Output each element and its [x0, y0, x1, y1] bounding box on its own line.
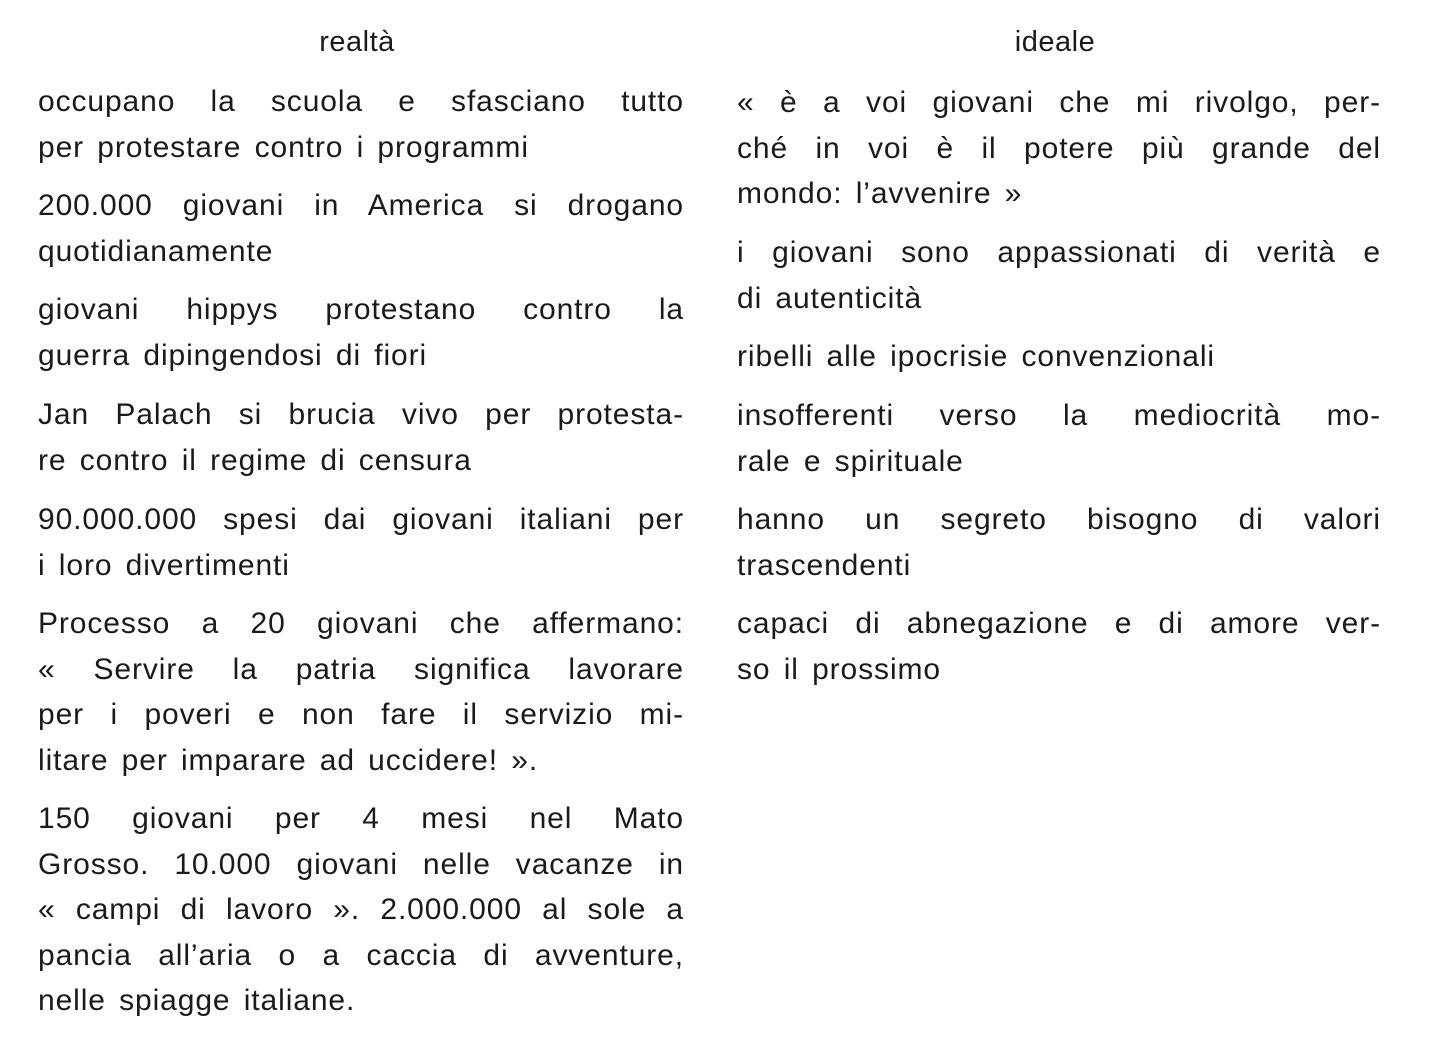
- text-line: litare per imparare ad uccidere! ».: [38, 743, 539, 777]
- text-line: quotidianamente: [38, 234, 274, 268]
- text-line: mondo: l’avvenire »: [737, 177, 1023, 210]
- paragraph-right-5: [737, 497, 1381, 588]
- paragraph-left-3: [38, 287, 684, 378]
- paragraph-right-4: [737, 393, 1381, 484]
- text-line: re contro il regime di censura: [38, 443, 472, 477]
- paragraph-left-2: [38, 183, 684, 274]
- text-line: occupano la scuola e sfasciano tutto: [38, 85, 684, 118]
- text-line: pancia all’aria o a caccia di avventure,: [38, 938, 684, 972]
- paragraph-left-6: [38, 601, 684, 783]
- text-line: ribelli alle ipocrisie convenzionali: [737, 340, 1215, 373]
- text-line: 200.000 giovani in America si drogano: [38, 189, 684, 222]
- text-line: « Servire la patria significa lavorare: [38, 652, 684, 686]
- text-line: Grosso. 10.000 giovani nelle vacanze in: [38, 847, 684, 881]
- text-line: di autenticità: [737, 281, 923, 315]
- text-line: ché in voi è il potere più grande del: [737, 131, 1381, 165]
- text-line: i giovani sono appassionati di verità e: [737, 236, 1381, 269]
- text-line: hanno un segreto bisogno di valori: [737, 503, 1381, 536]
- text-line: trascendenti: [737, 548, 912, 582]
- text-line: 90.000.000 spesi dai giovani italiani per: [38, 503, 684, 536]
- text-line: 150 giovani per 4 mesi nel Mato: [38, 802, 684, 835]
- column-heading-realta: realtà: [319, 26, 395, 58]
- paragraph-right-6: [737, 601, 1381, 692]
- text-line: giovani hippys protestano contro la: [38, 293, 684, 326]
- text-line: per protestare contro i programmi: [38, 130, 529, 164]
- paragraph-left-1: [38, 79, 684, 170]
- paragraph-right-3: [737, 334, 1381, 380]
- text-line: per i poveri e non fare il servizio mi-: [38, 698, 684, 731]
- paragraph-right-2: [737, 230, 1381, 321]
- paragraph-left-4: [38, 392, 684, 483]
- column-heading-ideale: ideale: [1014, 26, 1096, 58]
- paragraph-left-7: [38, 796, 684, 1024]
- text-line: i loro divertimenti: [38, 548, 290, 582]
- text-line: rale e spirituale: [737, 444, 964, 478]
- text-line: insofferenti verso la mediocrità mo-: [737, 399, 1381, 432]
- text-line: « campi di lavoro ». 2.000.000 al sole a: [38, 893, 684, 926]
- paragraph-left-5: [38, 497, 684, 588]
- text-line: guerra dipingendosi di fiori: [38, 338, 428, 372]
- text-line: Processo a 20 giovani che affermano:: [38, 607, 684, 640]
- text-line: Jan Palach si brucia vivo per protesta-: [38, 398, 684, 431]
- paragraph-right-1: [737, 80, 1381, 217]
- text-line: capaci di abnegazione e di amore ver-: [737, 607, 1381, 640]
- text-line: « è a voi giovani che mi rivolgo, per-: [737, 86, 1381, 119]
- text-line: so il prossimo: [737, 652, 941, 686]
- text-line: nelle spiagge italiane.: [38, 984, 356, 1017]
